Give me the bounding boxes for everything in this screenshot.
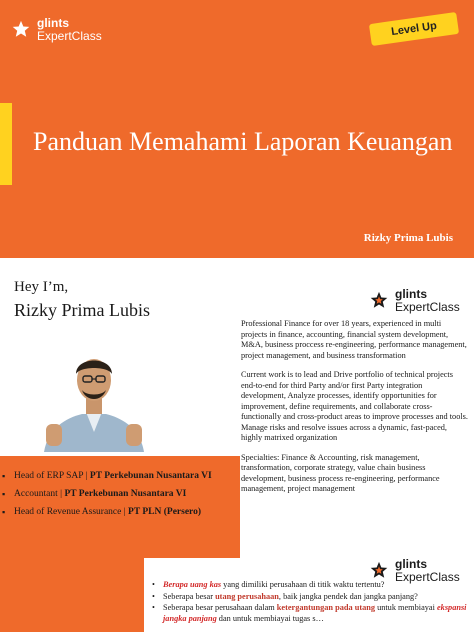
level-up-badge: Level Up: [369, 12, 459, 46]
cover-title: Panduan Memahami Laporan Keuangan: [33, 127, 453, 156]
role-item: ▪ Head of ERP SAP | PT Perkebunan Nusantara VI: [2, 470, 234, 482]
glints-logo: [12, 17, 102, 43]
greeting: Hey I’m,: [14, 279, 69, 295]
star-icon: [12, 20, 30, 38]
logo-subtitle: ExpertClass: [395, 300, 460, 314]
question-item: • Seberapa besar perusahaan dalam ketergantungan pada utang untuk membiayai ekspansi jangka panjang dan untuk membiayai tugas s…: [150, 603, 472, 624]
bio-paragraph: Specialties: Finance & Accounting, risk management, transformation, corporate strategy, value chain business development, business process re-engineering, performance management, project management: [241, 452, 440, 493]
speaker-photo: [40, 340, 148, 452]
bio-paragraph: Professional Finance for over 18 years, experienced in multi projects in finance, accounting, financial system development, M&A, business proccess re-engineering, performance management, project management, and business transformation: [241, 319, 467, 360]
slide-accent-block: [0, 558, 144, 632]
accent-bar: [0, 103, 12, 185]
profile-slide: [0, 266, 474, 558]
role-item: ▪ Accountant | PT Perkebunan Nusantara VI: [2, 488, 234, 500]
logo-wordmark: glints: [37, 16, 69, 30]
questions-slide: [0, 558, 474, 632]
question-item: • Berapa uang kas yang dimiliki perusahaan di titik waktu tertentu?: [150, 580, 472, 591]
question-item: • Seberapa besar utang perusahaan, baik jangka pendek dan jangka panjang?: [150, 592, 472, 603]
speaker-name: Rizky Prima Lubis: [14, 300, 150, 320]
speaker-bio: [241, 319, 469, 504]
star-icon: [370, 291, 388, 309]
logo-subtitle: ExpertClass: [37, 29, 102, 43]
star-icon: [370, 561, 388, 579]
glints-logo: [370, 288, 460, 314]
question-list: [150, 580, 472, 625]
role-list: [2, 470, 234, 524]
logo-subtitle: ExpertClass: [395, 570, 460, 584]
cover-author: Rizky Prima Lubis: [363, 232, 453, 244]
logo-wordmark: glints: [395, 557, 427, 571]
bio-paragraph: Current work is to lead and Drive portfolio of technical projects end-to-end for third Party and/or first Party integration development, Analyze processes, identify opportunities for improvement, define requirements, and collaborate cross-functionally and cross-product areas to improve processes and tools. Manage risks and resolve issues across a dynamic, fast-paced, highly matrixed organization: [241, 370, 468, 442]
logo-wordmark: glints: [395, 287, 427, 301]
cover-slide: [0, 0, 474, 258]
role-item: ▪ Head of Revenue Assurance | PT PLN (Persero): [2, 506, 234, 518]
